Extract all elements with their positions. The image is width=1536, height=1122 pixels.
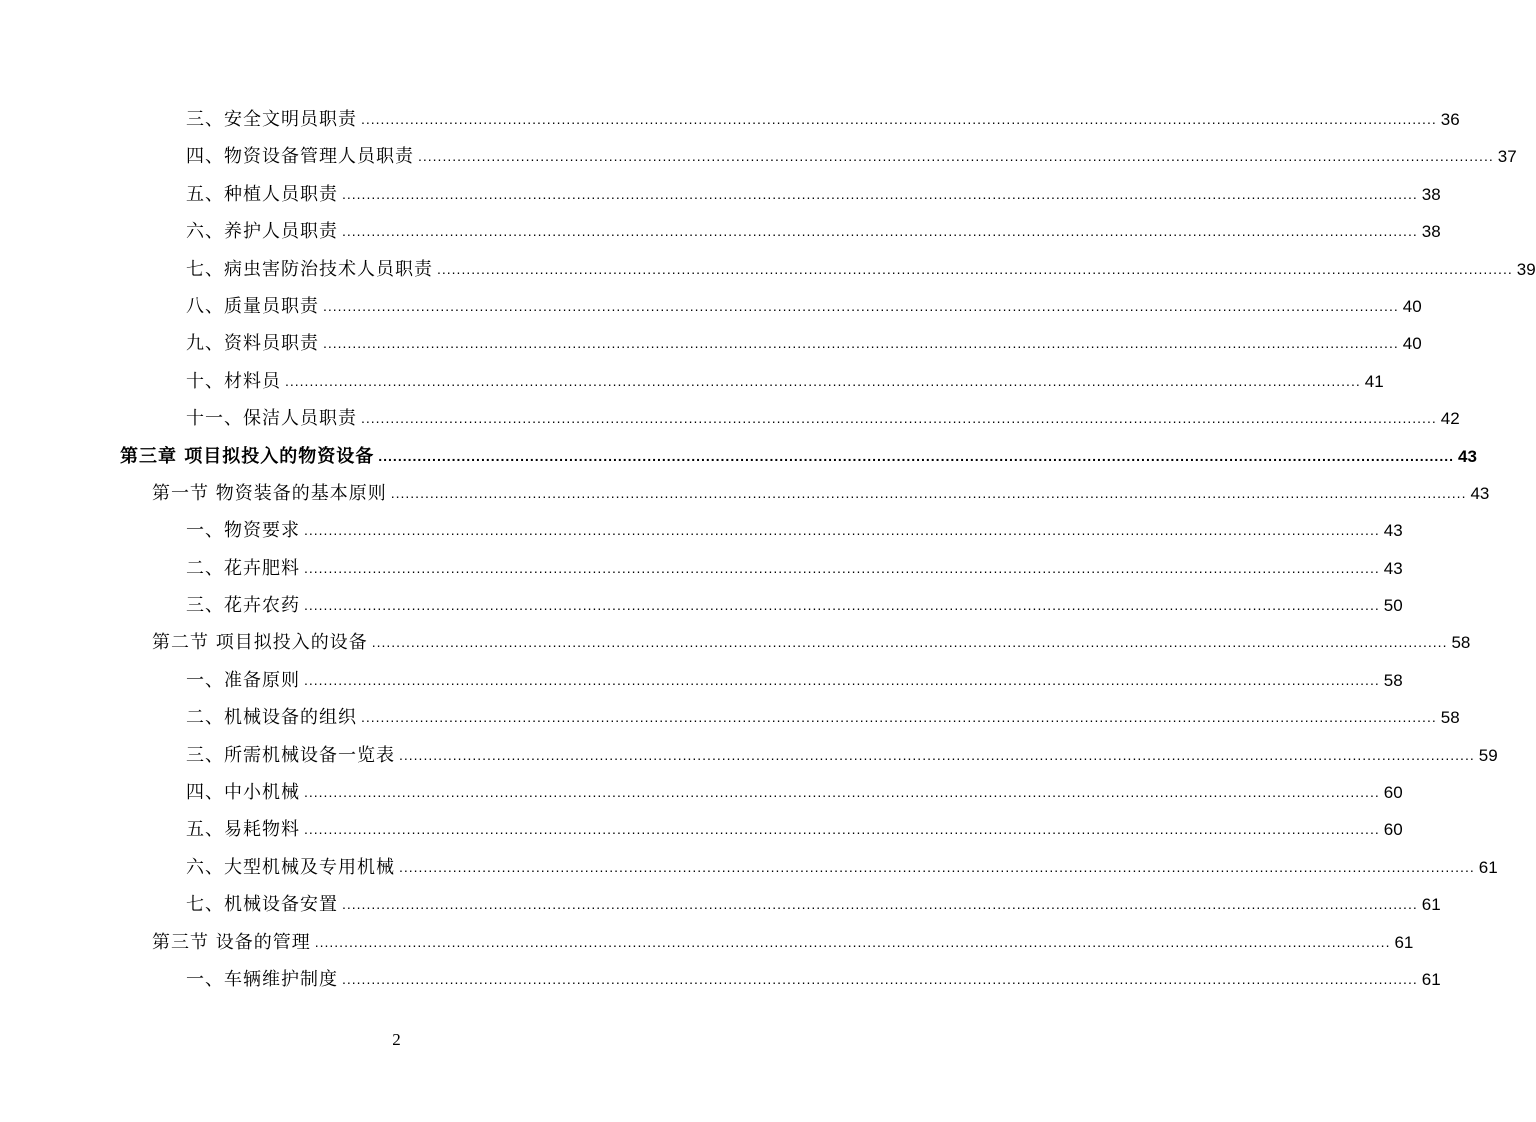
toc-entry-inner bbox=[186, 138, 1517, 175]
toc-entry-inner bbox=[186, 849, 1498, 886]
toc-entry-page: 43 bbox=[1458, 446, 1477, 466]
toc-entry-title: 一、车辆维护制度 bbox=[186, 968, 338, 990]
toc-entry[interactable] bbox=[0, 924, 1414, 961]
toc-entry[interactable] bbox=[0, 886, 1441, 923]
toc-dot-leader: ............................................................................................................................................................................................................................ bbox=[371, 634, 1448, 651]
toc-entry-title: 七、机械设备安置 bbox=[186, 894, 338, 916]
toc-dot-leader: ............................................................................................................................................................................................................................ bbox=[390, 484, 1467, 501]
toc-entry-title: 十、材料员 bbox=[186, 370, 281, 392]
toc-dot-leader: ............................................................................................................................................................................................................................ bbox=[342, 185, 1418, 202]
toc-dot-leader: ............................................................................................................................................................................................................................ bbox=[304, 522, 1380, 539]
toc-entry-title: 十一、保洁人员职责 bbox=[186, 408, 357, 430]
toc-entry-title: 三、花卉农药 bbox=[186, 595, 300, 617]
toc-entry-page: 42 bbox=[1440, 409, 1460, 429]
toc-entry-page: 36 bbox=[1440, 110, 1460, 129]
toc-dot-leader: ............................................................................................................................................................................................................................ bbox=[342, 223, 1418, 240]
toc-entry-page: 60 bbox=[1383, 820, 1403, 840]
toc-entry[interactable] bbox=[0, 400, 1460, 437]
toc-entry-inner bbox=[186, 737, 1498, 774]
toc-entry-inner bbox=[186, 288, 1422, 325]
toc-dot-leader: ............................................................................................................................................................................................................................ bbox=[378, 447, 1454, 464]
toc-dot-leader: ............................................................................................................................................................................................................................ bbox=[361, 111, 1437, 127]
toc-entry-title: 第二节 项目拟投入的设备 bbox=[152, 632, 368, 654]
toc-entry-page: 40 bbox=[1402, 296, 1422, 316]
toc-dot-leader: ............................................................................................................................................................................................................................ bbox=[361, 709, 1437, 726]
toc-entry-inner bbox=[186, 325, 1422, 362]
toc-dot-leader: ............................................................................................................................................................................................................................ bbox=[361, 410, 1437, 427]
toc-entry-page: 58 bbox=[1451, 633, 1471, 653]
toc-entry-inner bbox=[186, 587, 1403, 624]
toc-entry[interactable] bbox=[0, 475, 1490, 512]
toc-entry-inner bbox=[186, 101, 1460, 138]
toc-entry-page: 61 bbox=[1421, 895, 1441, 915]
toc-entry-inner bbox=[186, 699, 1460, 736]
toc-entry-inner bbox=[186, 363, 1384, 400]
toc-entry-title: 九、资料员职责 bbox=[186, 333, 319, 355]
toc-entry-title: 六、大型机械及专用机械 bbox=[186, 856, 395, 878]
toc-entry-page: 43 bbox=[1383, 521, 1403, 541]
toc-dot-leader: ............................................................................................................................................................................................................................ bbox=[323, 297, 1399, 314]
toc-entry-inner bbox=[186, 811, 1403, 848]
toc-entry[interactable] bbox=[0, 849, 1498, 886]
toc-dot-leader: ............................................................................................................................................................................................................................ bbox=[285, 372, 1361, 389]
toc-entry-inner bbox=[152, 624, 1471, 661]
toc-dot-leader: ............................................................................................................................................................................................................................ bbox=[342, 896, 1418, 913]
toc-dot-leader: ............................................................................................................................................................................................................................ bbox=[418, 148, 1494, 165]
toc-entry-page: 39 bbox=[1516, 259, 1536, 279]
toc-entry-inner bbox=[186, 400, 1460, 437]
toc-entry[interactable] bbox=[0, 176, 1441, 213]
toc-entry[interactable] bbox=[0, 288, 1422, 325]
toc-dot-leader: ............................................................................................................................................................................................................................ bbox=[323, 335, 1399, 352]
toc-entry-page: 41 bbox=[1364, 371, 1384, 391]
toc-entry-page: 50 bbox=[1383, 596, 1403, 616]
toc-entry-title: 七、病虫害防治技术人员职责 bbox=[186, 258, 433, 280]
toc-entry-page: 60 bbox=[1383, 783, 1403, 803]
toc-dot-leader: ............................................................................................................................................................................................................................ bbox=[342, 970, 1418, 987]
toc-entry-inner bbox=[152, 924, 1414, 961]
toc-entry[interactable] bbox=[0, 363, 1384, 400]
toc-dot-leader: ............................................................................................................................................................................................................................ bbox=[304, 784, 1380, 801]
toc-entry-inner bbox=[186, 251, 1536, 288]
toc-entry-inner bbox=[186, 512, 1403, 549]
toc-entry-inner bbox=[120, 438, 1477, 475]
toc-entry-title: 三、所需机械设备一览表 bbox=[186, 744, 395, 766]
toc-entry-page: 61 bbox=[1421, 969, 1441, 989]
toc-entry-title: 四、中小机械 bbox=[186, 782, 300, 804]
toc-entry[interactable] bbox=[0, 213, 1441, 250]
toc-entry[interactable] bbox=[0, 624, 1471, 661]
toc-dot-leader: ............................................................................................................................................................................................................................ bbox=[314, 933, 1391, 950]
toc-entry-page: 38 bbox=[1421, 184, 1441, 204]
toc-entry-title: 三、安全文明员职责 bbox=[186, 109, 357, 130]
toc-entry-title: 八、质量员职责 bbox=[186, 295, 319, 317]
toc-entry[interactable] bbox=[0, 438, 1477, 475]
toc-entry-title: 二、花卉肥料 bbox=[186, 557, 300, 579]
toc-entry-title: 第三节 设备的管理 bbox=[152, 931, 311, 953]
toc-entry-title: 第一节 物资装备的基本原则 bbox=[152, 482, 387, 504]
toc-entry-page: 61 bbox=[1478, 857, 1498, 877]
toc-dot-leader: ............................................................................................................................................................................................................................ bbox=[304, 597, 1380, 614]
toc-dot-leader: ............................................................................................................................................................................................................................ bbox=[437, 260, 1513, 277]
toc-entry-inner bbox=[152, 475, 1490, 512]
toc-entry-page: 58 bbox=[1383, 670, 1403, 690]
toc-entry-inner bbox=[186, 213, 1441, 250]
toc-entry[interactable] bbox=[0, 662, 1403, 699]
toc-entry[interactable] bbox=[0, 325, 1422, 362]
toc-entry-title: 五、易耗物料 bbox=[186, 819, 300, 841]
toc-entry[interactable] bbox=[0, 251, 1536, 288]
toc-entry-inner bbox=[186, 961, 1441, 998]
toc-dot-leader: ............................................................................................................................................................................................................................ bbox=[304, 671, 1380, 688]
toc-entry-inner bbox=[186, 176, 1441, 213]
toc-entry[interactable] bbox=[0, 699, 1460, 736]
toc-entry[interactable] bbox=[0, 961, 1441, 998]
toc-dot-leader: ............................................................................................................................................................................................................................ bbox=[399, 858, 1475, 875]
toc-entry-inner bbox=[186, 550, 1403, 587]
toc-entry-title: 一、物资要求 bbox=[186, 520, 300, 542]
toc-entry[interactable] bbox=[0, 101, 1460, 138]
toc-entry[interactable] bbox=[0, 774, 1403, 811]
page-number: 2 bbox=[392, 1030, 401, 1049]
toc-entry-page: 58 bbox=[1440, 708, 1460, 728]
toc-entry-title: 五、种植人员职责 bbox=[186, 183, 338, 205]
toc-entry-title: 一、准备原则 bbox=[186, 669, 300, 691]
toc-entry-inner bbox=[186, 774, 1403, 811]
toc-dot-leader: ............................................................................................................................................................................................................................ bbox=[399, 746, 1475, 763]
toc-entry-title: 四、物资设备管理人员职责 bbox=[186, 146, 414, 168]
toc-entry[interactable] bbox=[0, 737, 1498, 774]
toc-entry-page: 61 bbox=[1394, 932, 1414, 952]
toc-dot-leader: ............................................................................................................................................................................................................................ bbox=[304, 821, 1380, 838]
toc-entry[interactable] bbox=[0, 512, 1403, 549]
toc-entry-title: 第三章 项目拟投入的物资设备 bbox=[120, 445, 375, 467]
toc-entry-page: 38 bbox=[1421, 222, 1441, 242]
toc-entry-title: 六、养护人员职责 bbox=[186, 221, 338, 243]
toc-entry[interactable] bbox=[0, 587, 1403, 624]
toc-entry[interactable] bbox=[0, 138, 1517, 175]
toc-entry-inner bbox=[186, 886, 1441, 923]
table-of-contents bbox=[0, 101, 1536, 998]
toc-entry-page: 40 bbox=[1402, 334, 1422, 354]
toc-entry-page: 43 bbox=[1383, 558, 1403, 578]
toc-entry-title: 二、机械设备的组织 bbox=[186, 707, 357, 729]
toc-entry-inner bbox=[186, 662, 1403, 699]
toc-entry[interactable] bbox=[0, 550, 1403, 587]
toc-entry-page: 43 bbox=[1470, 483, 1490, 503]
toc-dot-leader: ............................................................................................................................................................................................................................ bbox=[304, 559, 1380, 576]
toc-entry[interactable] bbox=[0, 811, 1403, 848]
toc-entry-page: 59 bbox=[1478, 745, 1498, 765]
toc-entry-page: 37 bbox=[1497, 147, 1517, 167]
